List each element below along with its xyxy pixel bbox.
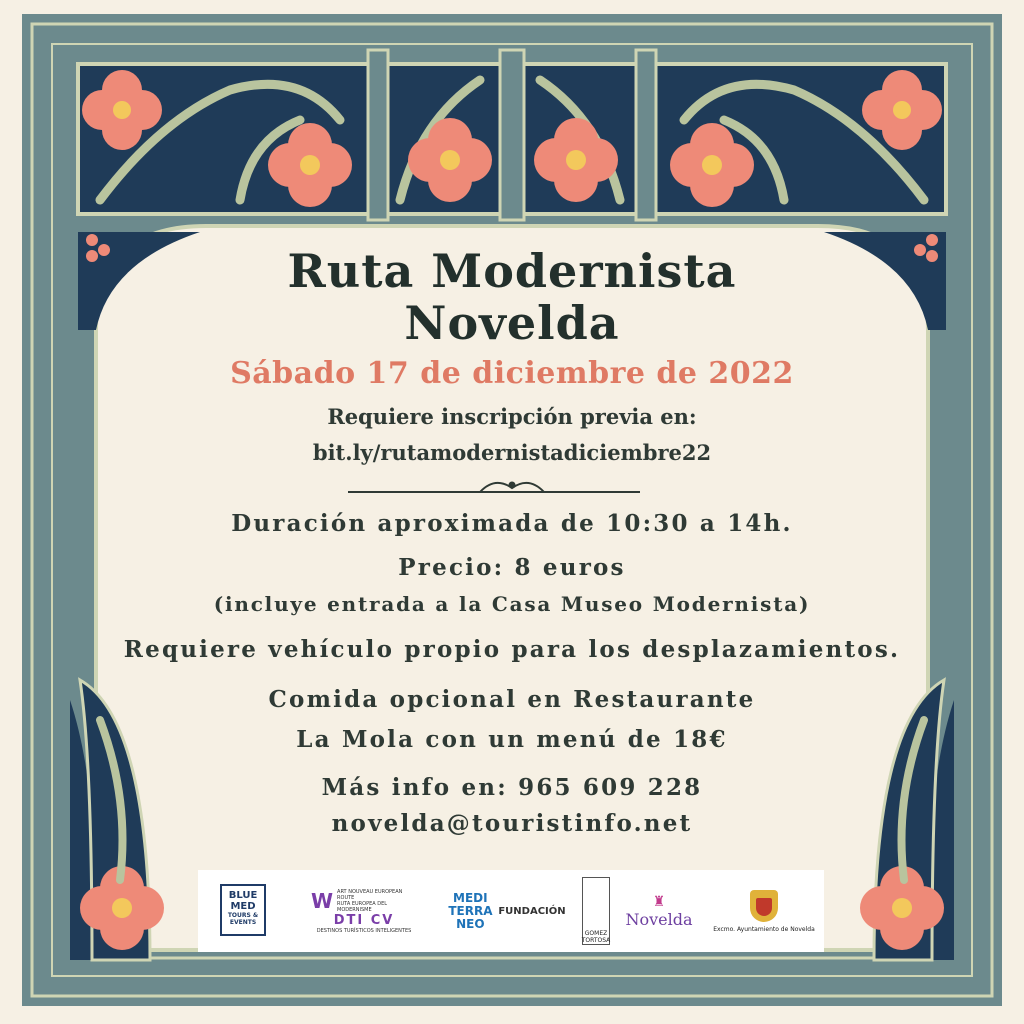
art-nouveau-text: ART NOUVEAU EUROPEAN ROUTE <box>337 888 403 901</box>
info-phone: Más info en: 965 609 228 <box>321 774 703 801</box>
art-nouveau-logo <box>294 870 434 952</box>
gomez-tortosa-logo <box>576 870 616 952</box>
castle-icon: ♜ <box>652 893 666 910</box>
novelda-text: Novelda <box>625 909 693 929</box>
duration-text: Duración aproximada de 10:30 a 14h. <box>231 510 793 537</box>
title-line-1: Ruta Modernista <box>287 244 737 298</box>
gomez-tortosa-text: GOMEZ TORTOSA <box>581 930 611 944</box>
title-line-2: Novelda <box>404 296 620 350</box>
event-date: Sábado 17 de diciembre de 2022 <box>230 356 794 391</box>
dti-logo-sub: DESTINOS TURÍSTICOS INTELIGENTES <box>316 927 412 934</box>
ayuntamiento-logo <box>706 870 822 952</box>
registration-label: Requiere inscripción previa en: <box>327 404 697 429</box>
fundacion-text: FUNDACIÓN <box>498 905 566 917</box>
price-note: (incluye entrada a la Casa Museo Modernista) <box>213 592 811 616</box>
lunch-line-1: Comida opcional en Restaurante <box>268 686 756 713</box>
bluemed-logo-sub: TOURS & EVENTS <box>227 912 259 926</box>
registration-link[interactable]: bit.ly/rutamodernistadiciembre22 <box>312 440 712 465</box>
art-nouveau-icon: W <box>310 888 334 913</box>
info-email[interactable]: novelda@touristinfo.net <box>331 810 693 837</box>
mediterraneo-text: MEDI TERRA NEO <box>448 890 493 931</box>
price-text: Precio: 8 euros <box>398 554 626 581</box>
art-nouveau-sub: RUTA EUROPEA DEL MODERNISME <box>337 900 388 913</box>
vehicle-text: Requiere vehículo propio para los desplazamientos. <box>123 636 901 663</box>
ayuntamiento-text: Excmo. Ayuntamiento de Novelda <box>713 925 815 933</box>
sponsor-logos-strip <box>198 870 824 952</box>
coat-of-arms-icon <box>750 890 778 922</box>
mediterraneo-logo <box>442 870 572 952</box>
lunch-line-2: La Mola con un menú de 18€ <box>296 726 728 753</box>
novelda-logo <box>622 870 696 952</box>
bluemed-logo-text: BLUE MED <box>228 890 258 912</box>
dti-logo-text: DTI CV <box>333 912 395 928</box>
bluemed-logo <box>220 884 266 936</box>
